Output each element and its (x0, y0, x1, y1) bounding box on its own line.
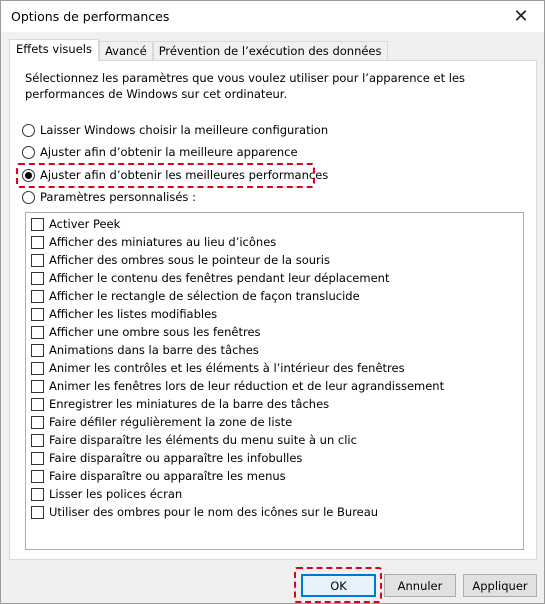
option-label: Faire disparaître les éléments du menu suite à un clic (49, 433, 357, 447)
window-title: Options de performances (11, 9, 170, 24)
checkbox[interactable] (31, 326, 44, 339)
option-fade-menus[interactable] (31, 468, 286, 484)
option-save-taskbar-thumbnails[interactable] (31, 396, 329, 412)
title-bar (1, 1, 544, 32)
option-translucent-selection[interactable] (31, 288, 360, 304)
checkbox[interactable] (31, 434, 44, 447)
option-show-thumbnails[interactable] (31, 234, 276, 250)
option-fade-tooltips[interactable] (31, 450, 302, 466)
option-label: Afficher une ombre sous les fenêtres (49, 325, 261, 339)
radio-label: Laisser Windows choisir la meilleure configuration (40, 123, 329, 137)
option-label: Animer les fenêtres lors de leur réduction et de leur agrandissement (49, 379, 445, 393)
option-window-shadows[interactable] (31, 324, 261, 340)
checkbox[interactable] (31, 398, 44, 411)
tab-visual-effects[interactable]: Effets visuels (9, 39, 99, 61)
checkbox[interactable] (31, 308, 44, 321)
checkbox[interactable] (31, 380, 44, 393)
radio-label: Paramètres personnalisés : (40, 190, 196, 204)
radio-button[interactable] (22, 146, 35, 159)
radio-custom-settings[interactable] (22, 189, 196, 205)
option-enable-peek[interactable] (31, 216, 120, 232)
checkbox[interactable] (31, 236, 44, 249)
radio-let-windows-choose[interactable] (22, 122, 328, 138)
radio-label: Ajuster afin d’obtenir la meilleure apparence (40, 145, 298, 159)
option-pointer-shadows[interactable] (31, 252, 330, 268)
radio-label: Ajuster afin d’obtenir les meilleures performances (40, 168, 329, 182)
apply-button[interactable]: Appliquer (463, 574, 537, 597)
option-label: Afficher des ombres sous le pointeur de la souris (49, 253, 330, 267)
radio-button[interactable] (22, 191, 35, 204)
option-animate-controls[interactable] (31, 360, 405, 376)
ok-button[interactable]: OK (301, 574, 376, 597)
tab-data-execution-prevention[interactable]: Prévention de l’exécution des données (153, 41, 388, 61)
visual-effects-panel (9, 60, 537, 560)
checkbox[interactable] (31, 254, 44, 267)
option-label: Afficher des miniatures au lieu d’icônes (49, 235, 277, 249)
option-label: Animations dans la barre des tâches (49, 343, 259, 357)
option-label: Enregistrer les miniatures de la barre des tâches (49, 397, 330, 411)
option-label: Afficher les listes modifiables (49, 307, 218, 321)
option-taskbar-animations[interactable] (31, 342, 259, 358)
visual-effects-list[interactable] (25, 212, 524, 550)
tab-strip (9, 40, 388, 61)
option-label: Afficher le contenu des fenêtres pendant leur déplacement (49, 271, 390, 285)
option-label: Activer Peek (49, 217, 121, 231)
option-show-window-contents[interactable] (31, 270, 389, 286)
checkbox[interactable] (31, 272, 44, 285)
checkbox[interactable] (31, 488, 44, 501)
checkbox[interactable] (31, 416, 44, 429)
option-label: Afficher le rectangle de sélection de façon translucide (49, 289, 360, 303)
checkbox[interactable] (31, 344, 44, 357)
radio-best-appearance[interactable] (22, 144, 298, 160)
close-button[interactable] (498, 1, 544, 32)
checkbox[interactable] (31, 506, 44, 519)
option-icon-label-shadows[interactable] (31, 504, 378, 520)
tab-advanced[interactable]: Avancé (99, 41, 153, 61)
performance-highlight-box (16, 163, 315, 188)
close-icon: ✕ (513, 6, 529, 27)
checkbox[interactable] (31, 452, 44, 465)
description-text: Sélectionnez les paramètres que vous voulez utiliser pour l’apparence et les performances de Windows sur cet ordinateur. (25, 71, 466, 101)
option-label: Faire disparaître ou apparaître les menus (49, 469, 286, 483)
option-smooth-fonts[interactable] (31, 486, 182, 502)
option-label: Faire défiler régulièrement la zone de liste (49, 415, 293, 429)
checkbox[interactable] (31, 362, 44, 375)
option-label: Lisser les polices écran (49, 487, 183, 501)
option-editable-lists[interactable] (31, 306, 217, 322)
cancel-button[interactable]: Annuler (384, 574, 456, 597)
checkbox[interactable] (31, 470, 44, 483)
option-label: Faire disparaître ou apparaître les infobulles (49, 451, 303, 465)
option-animate-windows[interactable] (31, 378, 444, 394)
checkbox[interactable] (31, 218, 44, 231)
option-fade-menu-items[interactable] (31, 432, 357, 448)
radio-button[interactable] (22, 124, 35, 137)
option-smooth-scroll[interactable] (31, 414, 292, 430)
option-label: Utiliser des ombres pour le nom des icônes sur le Bureau (49, 505, 379, 519)
checkbox[interactable] (31, 290, 44, 303)
option-label: Animer les contrôles et les éléments à l’intérieur des fenêtres (49, 361, 405, 375)
